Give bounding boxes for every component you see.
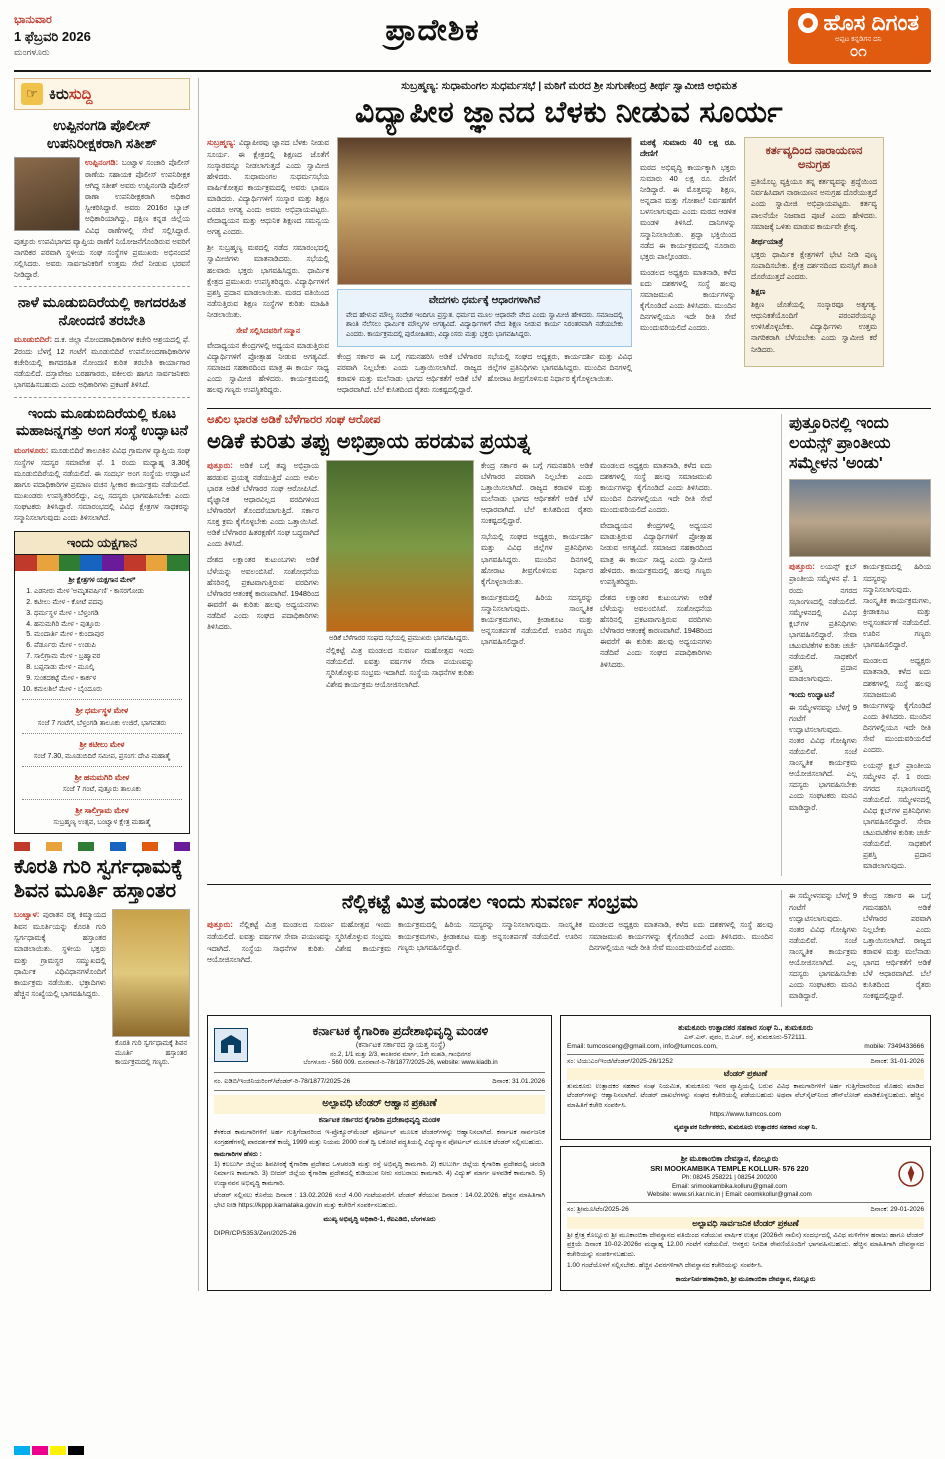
- tumcos-body: ತುಮಕೂರು ಉತ್ಪಾದಕರ ಸಹಕಾರ ಸಂಘ ನಿಯಮಿತ, ತುಮಕೂರು ಇವರ ವ್ಯಾಪ್ತಿಯಲ್ಲಿ ಬರುವ ವಿವಿಧ ಕಾಮಗಾರಿಗಳಿಗೆ ಅರ್ಹ ಗುತ್ತಿಗೆದಾರರಿಂದ ಮೊಹರು ಮಾಡಿದ ಟೆಂಡರ್‌ಗಳನ್ನು ಆಹ್ವಾನಿಸಲಾಗಿದೆ. ಟೆಂಡರ್ ದಾಖಲೆಗಳನ್ನು ಸಂಘದ ಕಚೇರಿಯಲ್ಲಿ ಪಡೆಯಬಹುದು ಅಥವಾ ವೆಬ್‌ಸೈಟ್‌ನಿಂದ ಡೌನ್‌ಲೋಡ್ ಮಾಡಿಕೊಳ್ಳಬಹುದು. ಹೆಚ್ಚಿನ ಮಾಹಿತಿಗೆ ಕಚೇರಿ ಸಂಪರ್ಕಿಸಿ.: [567, 1082, 924, 1109]
- list-item: 7. ಸಾಲಿಗ್ರಾಮ ಮೇಳ - ಬ್ರಹ್ಮಾವರ: [34, 652, 182, 663]
- nelli-story: ನೆಲ್ಲಿಕಟ್ಟೆ ಮಿತ್ರ ಮಂಡಲ ಇಂದು ಸುವರ್ಣ ಸಂಭ್ರಮ ಪುತ್ತೂರು: ನೆಲ್ಲಿಕಟ್ಟೆ ಮಿತ್ರ ಮಂಡಲದ ಸುವರ್ಣ ಮಹೋತ್ಸವ ಇಂದು ನಡೆಯಲಿದೆ. ಐವತ್ತು ವರ್ಷಗಳ ಸೇವಾ ಪಯಣವನ್ನು ಸ್ಮರಿಸಿಕೊಳ್ಳುವ ಸಂಭ್ರಮ ಇದಾಗಿದೆ. ಸಂಸ್ಥೆಯ ಸಾಧನೆಗಳ ಕುರಿತು ವಿಶೇಷ ಕಾರ್ಯಕ್ರಮ ಆಯೋಜಿಸಲಾಗಿದೆ. ಕಾರ್ಯಕ್ರಮದಲ್ಲಿ ಹಿರಿಯ ಸದಸ್ಯರನ್ನು ಸನ್ಮಾನಿಸಲಾಗುವುದು. ಸಾಂಸ್ಕೃತಿಕ ಕಾರ್ಯಕ್ರಮಗಳು, ಕ್ರೀಡಾಕೂಟ ಮತ್ತು ಅನ್ನಸಂತರ್ಪಣೆ ನಡೆಯಲಿದೆ. ಊರಿನ ಗಣ್ಯರು ಭಾಗವಹಿಸಲಿದ್ದಾರೆ. ಮಂಡಲದ ಅಧ್ಯಕ್ಷರು ಮಾತನಾಡಿ, ಕಳೆದ ಐದು ದಶಕಗಳಲ್ಲಿ ಸಂಸ್ಥೆ ಹಲವು ಸಮಾಜಮುಖಿ ಕಾರ್ಯಗಳನ್ನು ಕೈಗೊಂಡಿದೆ ಎಂದು ತಿಳಿಸಿದರು. ಮುಂದಿನ ದಿನಗಳಲ್ಲಿಯೂ ಇದೇ ರೀತಿ ಸೇವೆ ಮುಂದುವರಿಯಲಿದೆ ಎಂದರು.: [207, 892, 773, 964]
- divider: [14, 286, 190, 287]
- areca-col1b: ದೇಶದ ಲಕ್ಷಾಂತರ ಕುಟುಂಬಗಳು ಅಡಿಕೆ ಬೆಳೆಯನ್ನು ಅವಲಂಬಿಸಿವೆ. ಸಂಶೋಧನೆಯ ಹೆಸರಿನಲ್ಲಿ ಪ್ರಕಟವಾಗುತ್ತಿರುವ ವರದಿಗಳು ಬೆಳೆಗಾರರ ಆತಂಕಕ್ಕೆ ಕಾರಣವಾಗಿವೆ. 1948ರಿಂದ ಈವರೆಗೆ ಈ ಕುರಿತು ಹಲವು ಅಧ್ಯಯನಗಳು ನಡೆದಿವೆ ಎಂದು ಸಂಘದ ಪದಾಧಿಕಾರಿಗಳು ತಿಳಿಸಿದರು.: [207, 555, 319, 632]
- list-item: 3. ಧರ್ಮಸ್ಥಳ ಮೇಳ - ಬೆಳ್ತಂಗಡಿ: [34, 609, 182, 620]
- tumcos-date: ದಿನಾಂಕ: 31-01-2026: [870, 1057, 924, 1065]
- areca-photo-caption: ಅಡಿಕೆ ಬೆಳೆಗಾರರ ಸಂಘದ ಸಭೆಯಲ್ಲಿ ಪ್ರಮುಖರು ಭಾಗವಹಿಸಿದ್ದರು.: [329, 634, 470, 642]
- divider: [14, 397, 190, 398]
- yakshagana-section-name: ಶ್ರೀ ಸಾಲಿಗ್ರಾಮ ಮೇಳ: [75, 806, 129, 816]
- side-box-p2: ಭಕ್ತರು ಧಾರ್ಮಿಕ ಕ್ಷೇತ್ರಗಳಿಗೆ ಭೇಟಿ ನೀಡಿ ಪುಣ್ಯ ಸಂಪಾದಿಸಬೇಕು. ಕ್ಷೇತ್ರ ದರ್ಶನದಿಂದ ಮನಸ್ಸಿಗೆ ಶಾಂತಿ ದೊರೆಯುತ್ತದೆ ಎಂದರು.: [751, 249, 877, 282]
- brief-body-2: ಮೂಡುಬಿದಿರೆ: ದ.ಕ. ಜಿಲ್ಲಾ ನೋಂದಣಾಧಿಕಾರಿಗಳ ಕಚೇರಿ ಆಶ್ರಯದಲ್ಲಿ ಫೆ. 2ರಂದು ಬೆಳಗ್ಗೆ 12 ಗಂಟೆಗೆ ಮೂಡುಬಿದಿರೆ ಉಪನೋಂದಣಾಧಿಕಾರಿಗಳ ಕಚೇರಿಯಲ್ಲಿ ಕಾಗದರಹಿತ ನೋಂದಣಿ ಕುರಿತ ತರಬೇತಿ ಕಾರ್ಯಾಗಾರ ನಡೆಯಲಿದೆ. ದಸ್ತಾವೇಜು ಬರಹಗಾರರು, ವಕೀಲರು ಹಾಗೂ ಸಾರ್ವಜನಿಕರು ಭಾಗವಹಿಸಬಹುದು ಎಂದು ಅಧಿಕಾರಿಗಳು ಪ್ರಕಟಣೆ ತಿಳಿಸಿದೆ.: [14, 335, 190, 390]
- areca-kicker: ಅಖಿಲ ಭಾರತ ಅಡಿಕೆ ಬೆಳೆಗಾರರ ಸಂಘ ಆರೋಪ: [207, 414, 381, 427]
- lead-col4-text-2: ಮಂಡಲದ ಅಧ್ಯಕ್ಷರು ಮಾತನಾಡಿ, ಕಳೆದ ಐದು ದಶಕಗಳಲ್ಲಿ ಸಂಸ್ಥೆ ಹಲವು ಸಮಾಜಮುಖಿ ಕಾರ್ಯಗಳನ್ನು ಕೈಗೊಂಡಿದೆ ಎಂದು ತಿಳಿಸಿದರು. ಮುಂದಿನ ದಿನಗಳಲ್ಲಿಯೂ ಇದೇ ರೀತಿ ಸೇವೆ ಮುಂದುವರಿಯಲಿದೆ ಎಂದರು.: [640, 267, 736, 333]
- side-box-p1: ಪ್ರತಿಯೊಬ್ಬ ವ್ಯಕ್ತಿಯೂ ತನ್ನ ಕರ್ತವ್ಯವನ್ನು ಶ್ರದ್ಧೆಯಿಂದ ನಿರ್ವಹಿಸಿದಾಗ ನಾರಾಯಣನ ಅನುಗ್ರಹ ದೊರೆಯುತ್ತದೆ ಎಂದು ಸ್ವಾಮೀಜಿ ಅಭಿಪ್ರಾಯಪಟ್ಟರು. ಕರ್ತವ್ಯ ಪಾಲನೆಯೇ ನಿಜವಾದ ಪೂಜೆ ಎಂದು ಹೇಳಿದರು. ಸಮಾಜಕ್ಕೆ ಒಳಿತು ಮಾಡುವ ಕಾರ್ಯವೇ ಶ್ರೇಷ್ಠ.: [751, 177, 877, 231]
- kiadb-date: ದಿನಾಂಕ: 31.01.2026: [492, 1077, 545, 1085]
- areca-palm-photo: [326, 460, 474, 632]
- areca-photo-block: [326, 460, 474, 695]
- kiadb-title: ಕರ್ನಾಟಕ ಕೈಗಾರಿಕಾ ಪ್ರದೇಶಾಭಿವೃದ್ಧಿ ಮಂಡಳಿ: [312, 1023, 489, 1038]
- nelli-headline: ನೆಲ್ಲಿಕಟ್ಟೆ ಮಿತ್ರ ಮಂಡಲ ಇಂದು ಸುವರ್ಣ ಸಂಭ್ರಮ: [341, 892, 639, 914]
- areca-byline: ಪುತ್ತೂರು:: [207, 460, 233, 470]
- brief-body-3: ಮಂಗಳೂರು: ಮೂಡುಬಿದಿರೆ ತಾಲೂಕಿನ ವಿವಿಧ ಗ್ರಾಮಗಳ ವ್ಯಾಪ್ತಿಯ ಸಂಘ ಸಂಸ್ಥೆಗಳ ಸದಸ್ಯರ ಸಮಾವೇಶ ಫೆ. 1 ರಂದು ಮಧ್ಯಾಹ್ನ 3.30ಕ್ಕೆ ಮೂಡುಬಿದಿರೆಯಲ್ಲಿ ನಡೆಯಲಿದೆ. ಈ ಸಂದರ್ಭ ಅಂಗ ಸಂಸ್ಥೆಯ ಉದ್ಘಾಟನೆ ಹಾಗೂ ಪದಾಧಿಕಾರಿಗಳ ಪ್ರಮಾಣ ವಚನ ಸ್ವೀಕಾರ ಕಾರ್ಯಕ್ರಮ ನಡೆಯಲಿದೆ. ಮುಖಂಡರು ಉಪಸ್ಥಿತರಿರಲಿದ್ದು, ಎಲ್ಲ ಸದಸ್ಯರು ಭಾಗವಹಿಸಬೇಕು ಎಂದು ಸಂಘಟಕರು ತಿಳಿಸಿದ್ದಾರೆ. ಸಮಾರಂಭದಲ್ಲಿ ವಿವಿಧ ಕ್ಷೇತ್ರಗಳ ಸಾಧಕರನ್ನು ಸನ್ಮಾನಿಸಲಾಗುವುದು ಎಂದು ತಿಳಿಸಲಾಗಿದೆ.: [14, 445, 190, 523]
- kiadb-notice-title: ಅಲ್ಪಾವಧಿ ಟೆಂಡರ್ ಆಹ್ವಾನ ಪ್ರಕಟಣೆ: [214, 1095, 545, 1114]
- newspaper-logo: [788, 8, 931, 64]
- areca-col-4: ಮಂಡಲದ ಅಧ್ಯಕ್ಷರು ಮಾತನಾಡಿ, ಕಳೆದ ಐದು ದಶಕಗಳಲ್ಲಿ ಸಂಸ್ಥೆ ಹಲವು ಸಮಾಜಮುಖಿ ಕಾರ್ಯಗಳನ್ನು ಕೈಗೊಂಡಿದೆ ಎಂದು ತಿಳಿಸಿದರು. ಮುಂದಿನ ದಿನಗಳಲ್ಲಿಯೂ ಇದೇ ರೀತಿ ಸೇವೆ ಮುಂದುವರಿಯಲಿದೆ ಎಂದರು. ವೇದಾಧ್ಯಯನ ಕೇಂದ್ರಗಳಲ್ಲಿ ಅಧ್ಯಯನ ಮಾಡುತ್ತಿರುವ ವಿದ್ಯಾರ್ಥಿಗಳಿಗೆ ಪ್ರೋತ್ಸಾಹ ನೀಡುವ ಅಗತ್ಯವಿದೆ. ಸಮಾಜದ ಸಹಕಾರದಿಂದ ಮಾತ್ರ ಈ ಕಾರ್ಯ ಸಾಧ್ಯ ಎಂದು ಸ್ವಾಮೀಜಿ ಹೇಳಿದರು. ಕಾರ್ಯಕ್ರಮದಲ್ಲಿ ಹಲವು ಗಣ್ಯರು ಉಪಸ್ಥಿತರಿದ್ದರು. ದೇಶದ ಲಕ್ಷಾಂತರ ಕುಟುಂಬಗಳು ಅಡಿಕೆ ಬೆಳೆಯನ್ನು ಅವಲಂಬಿಸಿವೆ. ಸಂಶೋಧನೆಯ ಹೆಸರಿನಲ್ಲಿ ಪ್ರಕಟವಾಗುತ್ತಿರುವ ವರದಿಗಳು ಬೆಳೆಗಾರರ ಆತಂಕಕ್ಕೆ ಕಾರಣವಾಗಿವೆ. 1948ರಿಂದ ಈವರೆಗೆ ಈ ಕುರಿತು ಹಲವು ಅಧ್ಯಯನಗಳು ನಡೆದಿವೆ ಎಂದು ಸಂಘದ ಪದಾಧಿಕಾರಿಗಳು ತಿಳಿಸಿದರು.: [600, 460, 712, 669]
- brief-byline-1: ಉಪ್ಪಿನಂಗಡಿ:: [85, 158, 119, 167]
- bottom-story-headline: ಕೊರತಿ ಗುರಿ ಸ್ವರ್ಗಧಾಮಕ್ಕೆ ಶಿವನ ಮೂರ್ತಿ ಹಸ್ತಾಂತರ: [14, 856, 183, 903]
- temple-ref: ಸಂ: ಶ್ರೀಮೂ/ಟೆಂ/2025-26: [567, 1205, 629, 1213]
- yakshagana-title: ಇಂದು ಯಕ್ಷಗಾನ: [15, 532, 189, 555]
- yakshagana-section-detail: ಸಂಜೆ 7.30, ಮೂಡುಬಿದಿರೆ ಸಮೀಪ, ಪ್ರಸಂಗ: ದೇವಿ ಮಹಾತ್ಮೆ: [33, 753, 171, 761]
- brief-byline-3: ಮಂಗಳೂರು:: [14, 445, 49, 455]
- lead-col4-text: ಮಠದ ಅಭಿವೃದ್ಧಿ ಕಾರ್ಯಕ್ಕಾಗಿ ಭಕ್ತರು ಸುಮಾರು 40 ಲಕ್ಷ ರೂ. ದೇಣಿಗೆ ನೀಡಿದ್ದಾರೆ. ಈ ಮೊತ್ತವನ್ನು ಶಿಕ್ಷಣ, ಅನ್ನದಾನ ಮತ್ತು ಗೋಶಾಲೆ ನಿರ್ವಹಣೆಗೆ ಬಳಸಲಾಗುವುದು ಎಂದು ಮಠದ ಆಡಳಿತ ಮಂಡಳಿ ತಿಳಿಸಿದೆ. ದಾನಿಗಳನ್ನು ಸನ್ಮಾನಿಸಲಾಯಿತು. ಶ್ರದ್ಧಾ ಭಕ್ತಿಯಿಂದ ನಡೆದ ಈ ಕಾರ್ಯಕ್ರಮದಲ್ಲಿ ನೂರಾರು ಭಕ್ತರು ಪಾಲ್ಗೊಂಡರು.: [640, 162, 736, 261]
- temple-title-en: SRI MOOKAMBIKA TEMPLE KOLLUR- 576 220: [650, 1163, 809, 1173]
- lead-col1-text: ವಿದ್ಯಾಪೀಠವು ಜ್ಞಾನದ ಬೆಳಕು ನೀಡುವ ಸೂರ್ಯ. ಈ ಕ್ಷೇತ್ರದಲ್ಲಿ ಶಿಕ್ಷಣದ ಜೊತೆಗೆ ಸಂಸ್ಕಾರವನ್ನೂ ನೀಡಲಾಗುತ್ತದೆ ಎಂದು ಸ್ವಾಮೀಜಿ ಹೇಳಿದರು. ಸುಧಾಮಂಗಲ ಸುಧರ್ಮಸಭೆಯ ವಾರ್ಷಿಕೋತ್ಸವ ಕಾರ್ಯಕ್ರಮದಲ್ಲಿ ಅವರು ಭಾಷಣ ಮಾಡಿದರು. ವಿದ್ಯಾರ್ಥಿಗಳಿಗೆ ಸಂಸ್ಕಾರ ಮತ್ತು ಶಿಕ್ಷಣ ಎರಡೂ ಅಗತ್ಯ ಎಂದು ಅವರು ಅಭಿಪ್ರಾಯಪಟ್ಟರು. ವೇದಾಧ್ಯಯನ ಮತ್ತು ಆಧುನಿಕ ಶಿಕ್ಷಣದ ಸಮನ್ವಯ ಅಗತ್ಯ ಎಂದರು.: [207, 137, 329, 237]
- kirusuddi-title-a: ಕಿರು: [49, 85, 69, 103]
- yakshagana-list: [22, 587, 182, 695]
- lead-kicker: ಸುಬ್ರಹ್ಮಣ್ಯ: ಸುಧಾಮಂಗಲ ಸುಧರ್ಮಸಭೆ | ಮಠಿಗೆ ಮರದ ಶ್ರೀ ಸುಗುಣೇಂದ್ರ ತೀರ್ಥ ಸ್ವಾಮೀಜಿ ಅಭಿಮತ: [401, 80, 737, 92]
- main-column: [198, 78, 931, 1291]
- nelli-byline: ಪುತ್ತೂರು:: [207, 920, 233, 930]
- areca-col-extra: ನೆಲ್ಲಿಕಟ್ಟೆ ಮಿತ್ರ ಮಂಡಲದ ಸುವರ್ಣ ಮಹೋತ್ಸವ ಇಂದು ನಡೆಯಲಿದೆ. ಐವತ್ತು ವರ್ಷಗಳ ಸೇವಾ ಪಯಣವನ್ನು ಸ್ಮರಿಸಿಕೊಳ್ಳುವ ಸಂಭ್ರಮ ಇದಾಗಿದೆ. ಸಂಸ್ಥೆಯ ಸಾಧನೆಗಳ ಕುರಿತು ವಿಶೇಷ ಕಾರ್ಯಕ್ರಮ ಆಯೋಜಿಸಲಾಗಿದೆ.: [326, 646, 474, 689]
- kirusuddi-title-b: ಸುದ್ದಿ: [68, 85, 93, 103]
- list-item: 5. ಮಂದಾರ್ತಿ ಮೇಳ - ಕುಂದಾಪುರ: [34, 630, 182, 641]
- brief-headline-3: ಇಂದು ಮೂಡುಬಿದಿರೆಯಲ್ಲಿ ಕೂಟ ಮಹಾಜನ್ನಗತ್ತು ಅಂಗ ಸಂಸ್ಥೆ ಉದ್ಘಾಟನೆ: [16, 404, 188, 439]
- right-ad-stack: [560, 1015, 931, 1292]
- lead-photo-block: [337, 137, 632, 401]
- boxed-note-title: ವೇದಗಳು ಧರ್ಮಕ್ಕೆ ಆಧಾರಗಳಾಗಿವೆ: [428, 294, 541, 306]
- yakshagana-section-detail: ಸಂಜೆ 7 ಗಂಟೆಗೆ, ಬೆಳ್ತಂಗಡಿ ತಾಲೂಕು ಉಜಿರೆ, ಭಾಗವತರು: [37, 719, 167, 727]
- tumcos-address: ಎಸ್.ಎಸ್. ಪುರಂ, ಬಿ.ಎಚ್. ರಸ್ತೆ, ತುಮಕೂರು-572111.: [684, 1033, 807, 1041]
- areca-col-3: ಕೇಂದ್ರ ಸರ್ಕಾರ ಈ ಬಗ್ಗೆ ಗಮನಹರಿಸಿ ಅಡಿಕೆ ಬೆಳೆಗಾರರ ಪರವಾಗಿ ನಿಲ್ಲಬೇಕು ಎಂದು ಒತ್ತಾಯಿಸಲಾಗಿದೆ. ರಾಜ್ಯದ ಕರಾವಳಿ ಮತ್ತು ಮಲೆನಾಡು ಭಾಗದ ಆರ್ಥಿಕತೆಗೆ ಅಡಿಕೆ ಬೆಳೆ ಆಧಾರವಾಗಿದೆ. ಬೆಲೆ ಕುಸಿತದಿಂದ ರೈತರು ಸಂಕಷ್ಟದಲ್ಲಿದ್ದಾರೆ. ಸಭೆಯಲ್ಲಿ ಸಂಘದ ಅಧ್ಯಕ್ಷರು, ಕಾರ್ಯದರ್ಶಿ ಮತ್ತು ವಿವಿಧ ಜಿಲ್ಲೆಗಳ ಪ್ರತಿನಿಧಿಗಳು ಭಾಗವಹಿಸಿದ್ದರು. ಮುಂದಿನ ದಿನಗಳಲ್ಲಿ ಹೋರಾಟ ತೀವ್ರಗೊಳಿಸುವ ನಿರ್ಧಾರ ಕೈಗೊಳ್ಳಲಾಯಿತು. ಕಾರ್ಯಕ್ರಮದಲ್ಲಿ ಹಿರಿಯ ಸದಸ್ಯರನ್ನು ಸನ್ಮಾನಿಸಲಾಗುವುದು. ಸಾಂಸ್ಕೃತಿಕ ಕಾರ್ಯಕ್ರಮಗಳು, ಕ್ರೀಡಾಕೂಟ ಮತ್ತು ಅನ್ನಸಂತರ್ಪಣೆ ನಡೆಯಲಿದೆ. ಊರಿನ ಗಣ್ಯರು ಭಾಗವಹಿಸಲಿದ್ದಾರೆ.: [481, 460, 593, 647]
- cmyk-marks-left: [14, 1446, 84, 1455]
- list-item: 8. ಬಪ್ಪನಾಡು ಮೇಳ - ಮೂಲ್ಕಿ: [34, 663, 182, 674]
- side-box-p3: ಶಿಕ್ಷಣ ಜೊತೆಯಲ್ಲಿ ಸಂಸ್ಕಾರವೂ ಅತ್ಯಗತ್ಯ. ಆಧುನಿಕತೆಯೊಂದಿಗೆ ಪರಂಪರೆಯನ್ನೂ ಉಳಿಸಿಕೊಳ್ಳಬೇಕು. ವಿದ್ಯಾರ್ಥಿಗಳು ಉತ್ತಮ ನಾಗರಿಕರಾಗಿ ಬೆಳೆಯಬೇಕು ಎಂದು ಸ್ವಾಮೀಜಿ ಕರೆ ನೀಡಿದರು.: [751, 300, 877, 354]
- section-title: ಪ್ರಾದೇಶಿಕ: [385, 14, 480, 47]
- idol-photo: [112, 909, 190, 1037]
- sun-icon: [798, 13, 818, 33]
- temple-body: ಶ್ರೀ ಕ್ಷೇತ್ರ ಕೊಲ್ಲೂರು ಶ್ರೀ ಮೂಕಾಂಬಿಕಾ ದೇವಸ್ಥಾನದ ವತಿಯಿಂದ ನಡೆಯುವ ವಾರ್ಷಿಕ ಉತ್ಸವ (2026ನೇ ಸಾಲಿನ) ಸಂದರ್ಭದಲ್ಲಿ ವಿವಿಧ ಮಳಿಗೆಗಳ ಹರಾಜು ಹಾಗೂ ಟೆಂಡರ್ ಪ್ರಕ್ರಿಯೆ ದಿನಾಂಕ 10-02-2026ರ ಮಧ್ಯಾಹ್ನ 12.00 ಗಂಟೆಗೆ ನಡೆಯಲಿದೆ. ಆಸಕ್ತರು ನಿಗದಿತ ಠೇವಣಿಯೊಂದಿಗೆ ಭಾಗವಹಿಸಬಹುದು. ಹೆಚ್ಚಿನ ಮಾಹಿತಿಗಾಗಿ ದೇವಸ್ಥಾನದ ಕಚೇರಿಯನ್ನು ಸಂಪರ್ಕಿಸಬಹುದು.: [567, 1231, 924, 1258]
- kirusuddi-header: [14, 78, 190, 110]
- brief-headline-2: ನಾಳೆ ಮೂಡುಬಿದಿರೆಯಲ್ಲಿ ಕಾಗದರಹಿತ ನೋಂದಣಿ ತರಬೇತಿ: [17, 294, 187, 328]
- kiadb-ref: ನಂ. ಐಡಿಬಿ/ಇಂಜಿನಿಯರಿಂಗ್/ಟೆಂಡರ್-ರಿ-78/1877/2025-26: [214, 1077, 351, 1085]
- temple-date: ದಿನಾಂಕ: 29-01-2026: [870, 1205, 924, 1213]
- yakshagana-body: [15, 571, 189, 833]
- advertisements: [207, 1015, 931, 1292]
- second-section: [207, 408, 931, 876]
- kiadb-notice-sub: ಕರ್ನಾಟಕ ಸರ್ಕಾರದ ಕೈಗಾರಿಕಾ ಪ್ರದೇಶಾಭಿವೃದ್ಧಿ ಮಂಡಳಿ: [318, 1116, 441, 1124]
- stage-photo: [337, 137, 632, 285]
- section-title-block: [184, 8, 681, 48]
- temple-ad: [560, 1146, 931, 1292]
- page-columns: [14, 78, 931, 1291]
- kiadb-ad: [207, 1015, 552, 1292]
- lions-headline: ಪುತ್ತೂರಿನಲ್ಲಿ ಇಂದು ಲಯನ್ಸ್ ಪ್ರಾಂತೀಯ ಸಮ್ಮೇಳನ 'ಅಂಡು': [789, 415, 891, 473]
- lions-byline: ಪುತ್ತೂರು:: [789, 562, 815, 572]
- list-item: 9. ಸುಂಕದಕಟ್ಟೆ ಮೇಳ - ಕಾರ್ಕಳ: [34, 674, 182, 685]
- portrait-photo: [14, 157, 80, 231]
- yakshagana-section-detail: ಸುಬ್ರಹ್ಮಣ್ಯ ಉತ್ಸವ, ಬಂಟ್ವಾಳ ಕ್ಷೇತ್ರ ಮಹಾತ್ಮೆ: [53, 819, 151, 827]
- lead-byline: ಸುಬ್ರಹ್ಮಣ್ಯ:: [207, 137, 236, 147]
- kiadb-signature: ಮುಖ್ಯ ಅಭಿವೃದ್ಧಿ ಅಧಿಕಾರಿ-1, ಕೆಐಎಡಿಬಿ, ಬೆಂಗಳೂರು: [323, 1216, 436, 1224]
- lead-extra-2: ಸಭೆಯಲ್ಲಿ ಸಂಘದ ಅಧ್ಯಕ್ಷರು, ಕಾರ್ಯದರ್ಶಿ ಮತ್ತು ವಿವಿಧ ಜಿಲ್ಲೆಗಳ ಪ್ರತಿನಿಧಿಗಳು ಭಾಗವಹಿಸಿದ್ದರು. ಮುಂದಿನ ದಿನಗಳಲ್ಲಿ ಹೋರಾಟ ತೀವ್ರಗೊಳಿಸುವ ನಿರ್ಧಾರ ಕೈಗೊಳ್ಳಲಾಯಿತು.: [487, 352, 632, 384]
- lead-boxed-note: [337, 289, 632, 348]
- list-item: 10. ಕಮಲಶಿಲೆ ಮೇಳ - ಬೈಂದೂರು: [34, 685, 182, 696]
- masthead: [14, 8, 931, 72]
- tumcos-ad: [560, 1015, 931, 1140]
- brief-body-1: ಉಪ್ಪಿನಂಗಡಿ: ಬಂಟ್ವಾಳ ಸಂಚಾರಿ ಪೊಲೀಸ್ ಠಾಣೆಯ ಸಹಾಯಕ ಪೊಲೀಸ್ ಉಪನಿರೀಕ್ಷಕ ಆಗಿದ್ದ ಸತೀಶ್ ಅವರು ಉಪ್ಪಿನಂಗಡಿ ಪೊಲೀಸ್ ಠಾಣಾ ಉಪನಿರೀಕ್ಷಕರಾಗಿ ಅಧಿಕಾರ ಸ್ವೀಕರಿಸಿದ್ದಾರೆ. ಅವರು 2016ರ ಬ್ಯಾಚ್ ಅಧಿಕಾರಿಯಾಗಿದ್ದು, ದಕ್ಷಿಣ ಕನ್ನಡ ಜಿಲ್ಲೆಯ ವಿವಿಧ ಠಾಣೆಗಳಲ್ಲಿ ಸೇವೆ ಸಲ್ಲಿಸಿದ್ದಾರೆ. ಪುತ್ತೂರು ಉಪವಿಭಾಗದ ವ್ಯಾಪ್ತಿಯ ಠಾಣೆಗೆ ನಿಯೋಜನೆಗೊಂಡಿರುವ ಅವರಿಗೆ ನಾಗರಿಕರ ಪರವಾಗಿ ಸ್ಥಳೀಯ ಸಂಘ ಸಂಸ್ಥೆಗಳ ಪ್ರಮುಖರು ಅಭಿನಂದನೆ ಸಲ್ಲಿಸಿದರು. ಅವರು ಸಾರ್ವಜನಿಕರಿಗೆ ಉತ್ತಮ ಸೇವೆ ನೀಡುವ ಭರವಸೆ ನೀಡಿದ್ದಾರೆ.: [14, 158, 190, 279]
- temple-emblem-icon: [898, 1161, 924, 1191]
- publication-day: ಭಾನುವಾರ: [14, 14, 52, 26]
- lead-extra-1: ಕೇಂದ್ರ ಸರ್ಕಾರ ಈ ಬಗ್ಗೆ ಗಮನಹರಿಸಿ ಅಡಿಕೆ ಬೆಳೆಗಾರರ ಪರವಾಗಿ ನಿಲ್ಲಬೇಕು ಎಂದು ಒತ್ತಾಯಿಸಲಾಗಿದೆ. ರಾಜ್ಯದ ಕರಾವಳಿ ಮತ್ತು ಮಲೆನಾಡು ಭಾಗದ ಆರ್ಥಿಕತೆಗೆ ಅಡಿಕೆ ಬೆಳೆ ಆಧಾರವಾಗಿದೆ. ಬೆಲೆ ಕುಸಿತದಿಂದ ರೈತರು ಸಂಕಷ್ಟದಲ್ಲಿದ್ದಾರೆ.: [337, 352, 482, 395]
- temple-title-kn: ಶ್ರೀ ಮೂಕಾಂಬಿಕಾ ದೇವಸ್ಥಾನ, ಕೊಲ್ಲೂರು: [680, 1153, 779, 1163]
- list-item: 4. ಹನುಮಗಿರಿ ಮೇಳ - ಪುತ್ತೂರು: [34, 620, 182, 631]
- temple-signature: ಕಾರ್ಯನಿರ್ವಹಣಾಧಿಕಾರಿ, ಶ್ರೀ ಮೂಕಾಂಬಿಕಾ ದೇವಸ್ಥಾನ, ಕೊಲ್ಲೂರು: [675, 1275, 816, 1283]
- boxed-note-text: ವೇದ ಹೇಳುವ ಮೌಲ್ಯ ಸಂದೇಶ ಇಂದಿಗೂ ಪ್ರಸ್ತುತ. ಧರ್ಮದ ಮೂಲ ಆಧಾರವೇ ವೇದ ಎಂದು ಸ್ವಾಮೀಜಿ ಹೇಳಿದರು. ಸಮಾಜದಲ್ಲಿ ಶಾಂತಿ ನೆಲೆಸಲು ಧಾರ್ಮಿಕ ಮೌಲ್ಯಗಳ ಅಗತ್ಯವಿದೆ. ವಿದ್ಯಾರ್ಥಿಗಳಿಗೆ ವೇದ ಶಿಕ್ಷಣ ನೀಡುವ ಕಾರ್ಯ ನಿರಂತರವಾಗಿ ನಡೆಯಬೇಕು ಎಂದರು. ಕಾರ್ಯಕ್ರಮದಲ್ಲಿ ಪುರೋಹಿತರು, ವಿದ್ವಾಂಸರು ಮತ್ತು ಭಕ್ತರು ಭಾಗವಹಿಸಿದ್ದರು.: [346, 311, 623, 338]
- areca-story: [207, 414, 773, 876]
- lions-sub: ಇಂದು ಉದ್ಘಾಟನೆ: [789, 689, 835, 699]
- brief-headline-1: ಉಪ್ಪಿನಂಗಡಿ ಪೊಲೀಸ್ ಉಪನಿರೀಕ್ಷಕರಾಗಿ ಸತೀಶ್: [46, 117, 158, 151]
- edition-city: ಮಂಗಳೂರು: [14, 47, 50, 57]
- lead-col-4: [640, 137, 736, 401]
- lions-group-photo: [789, 479, 931, 557]
- lions-story: ಪುತ್ತೂರಿನಲ್ಲಿ ಇಂದು ಲಯನ್ಸ್ ಪ್ರಾಂತೀಯ ಸಮ್ಮೇಳನ 'ಅಂಡು' ಪುತ್ತೂರು: ಲಯನ್ಸ್ ಕ್ಲಬ್ ಪ್ರಾಂತೀಯ ಸಮ್ಮೇಳನ ಫೆ. 1 ರಂದು ನಗರದ ಸಭಾಂಗಣದಲ್ಲಿ ನಡೆಯಲಿದೆ. ಸಮ್ಮೇಳನದಲ್ಲಿ ವಿವಿಧ ಕ್ಲಬ್‌ಗಳ ಪ್ರತಿನಿಧಿಗಳು ಭಾಗವಹಿಸಲಿದ್ದಾರೆ. ಸೇವಾ ಚಟುವಟಿಕೆಗಳ ಕುರಿತು ಚರ್ಚೆ ನಡೆಯಲಿದೆ. ಸಾಧಕರಿಗೆ ಪ್ರಶಸ್ತಿ ಪ್ರದಾನ ಮಾಡಲಾಗುವುದು. ಇಂದು ಉದ್ಘಾಟನೆ ಈ ಸಮ್ಮೇಳನವನ್ನು ಬೆಳಗ್ಗೆ 9 ಗಂಟೆಗೆ ಉದ್ಘಾಟಿಸಲಾಗುವುದು. ನಂತರ ವಿವಿಧ ಗೋಷ್ಠಿಗಳು ನಡೆಯಲಿವೆ. ಸಂಜೆ ಸಾಂಸ್ಕೃತಿಕ ಕಾರ್ಯಕ್ರಮ ಆಯೋಜಿಸಲಾಗಿದೆ. ಎಲ್ಲ ಸದಸ್ಯರು ಭಾಗವಹಿಸಬೇಕು ಎಂದು ಸಂಘಟಕರು ಮನವಿ ಮಾಡಿದ್ದಾರೆ. ಕಾರ್ಯಕ್ರಮದಲ್ಲಿ ಹಿರಿಯ ಸದಸ್ಯರನ್ನು ಸನ್ಮಾನಿಸಲಾಗುವುದು. ಸಾಂಸ್ಕೃತಿಕ ಕಾರ್ಯಕ್ರಮಗಳು, ಕ್ರೀಡಾಕೂಟ ಮತ್ತು ಅನ್ನಸಂತರ್ಪಣೆ ನಡೆಯಲಿದೆ. ಊರಿನ ಗಣ್ಯರು ಭಾಗವಹಿಸಲಿದ್ದಾರೆ. ಮಂಡಲದ ಅಧ್ಯಕ್ಷರು ಮಾತನಾಡಿ, ಕಳೆದ ಐದು ದಶಕಗಳಲ್ಲಿ ಸಂಸ್ಥೆ ಹಲವು ಸಮಾಜಮುಖಿ ಕಾರ್ಯಗಳನ್ನು ಕೈಗೊಂಡಿದೆ ಎಂದು ತಿಳಿಸಿದರು. ಮುಂದಿನ ದಿನಗಳಲ್ಲಿಯೂ ಇದೇ ರೀತಿ ಸೇವೆ ಮುಂದುವರಿಯಲಿದೆ ಎಂದರು. ಲಯನ್ಸ್ ಕ್ಲಬ್ ಪ್ರಾಂತೀಯ ಸಮ್ಮೇಳನ ಫೆ. 1 ರಂದು ನಗರದ ಸಭಾಂಗಣದಲ್ಲಿ ನಡೆಯಲಿದೆ. ಸಮ್ಮೇಳನದಲ್ಲಿ ವಿವಿಧ ಕ್ಲಬ್‌ಗಳ ಪ್ರತಿನಿಧಿಗಳು ಭಾಗವಹಿಸಲಿದ್ದಾರೆ. ಸೇವಾ ಚಟುವಟಿಕೆಗಳ ಕುರಿತು ಚರ್ಚೆ ನಡೆಯಲಿದೆ. ಸಾಧಕರಿಗೆ ಪ್ರಶಸ್ತಿ ಪ್ರದಾನ ಮಾಡಲಾಗುವುದು.: [781, 414, 931, 876]
- kiadb-subtitle: (ಕರ್ನಾಟಕ ಸರ್ಕಾರದ ಸ್ವಾಯತ್ತ ಸಂಸ್ಥೆ): [355, 1039, 446, 1049]
- yakshagana-section-name: ಶ್ರೀ ಹನುಮಗಿರಿ ಮೇಳ: [74, 772, 130, 782]
- lead-sidebar: [744, 137, 884, 401]
- areca-headline: ಅಡಿಕೆ ಕುರಿತು ತಪ್ಪು ಅಭಿಪ್ರಾಯ ಹರಡುವ ಪ್ರಯತ್ನ: [207, 430, 531, 454]
- bottom-story-body: [14, 909, 190, 1070]
- temple-notice-title: ಅಲ್ಪಾವಧಿ ಸಾರ್ವಜನಿಕ ಟೆಂಡರ್ ಪ್ರಕಟಣೆ: [567, 1217, 924, 1229]
- edition-number: ೦೧: [849, 43, 867, 60]
- temple-phone: Ph: 08245 258221 | 08254 200200: [681, 1173, 778, 1181]
- kiadb-address: ನಂ.2, 1/1 ಮತ್ತು 2/3, ಕಾಂತೀರವ ಮಾರ್ಗ, 1ನೇ ಮಹಡಿ, ಗಾಂಧಿನಗರ: [330, 1050, 471, 1058]
- color-registration-bar: [14, 842, 190, 851]
- decorative-strip: [15, 555, 189, 571]
- tumcos-email[interactable]: Email: tumcosceng@gmail.com, info@tumcos.com,: [567, 1043, 718, 1051]
- bottom-story-byline: ಬಂಟ್ವಾಳ:: [14, 910, 40, 920]
- lead-col-1: [207, 137, 329, 401]
- lead-subnote: ಸೇವೆ ಸಲ್ಲಿಸಿದವರಿಗೆ ಸನ್ಮಾನ: [235, 326, 301, 336]
- tumcos-signature: ವ್ಯವಸ್ಥಾಪಕ ನಿರ್ದೇಶಕರು, ತುಮಕೂರು ಉತ್ಪಾದಕರ ಸಹಕಾರ ಸಂಘ ನಿ.: [673, 1123, 818, 1131]
- list-item: 2. ಕಟೀಲು ಮೇಳ - ಕೋಟೆ ಪದವು: [34, 598, 182, 609]
- lead-headline: ವಿದ್ಯಾಪೀಠ ಜ್ಞಾನದ ಬೆಳಕು ನೀಡುವ ಸೂರ್ಯ: [354, 96, 783, 129]
- side-box-sub1: ತೀರ್ಥಯಾತ್ರೆ: [751, 236, 784, 246]
- lead-col2b-text: ವೇದಾಧ್ಯಯನ ಕೇಂದ್ರಗಳಲ್ಲಿ ಅಧ್ಯಯನ ಮಾಡುತ್ತಿರುವ ವಿದ್ಯಾರ್ಥಿಗಳಿಗೆ ಪ್ರೋತ್ಸಾಹ ನೀಡುವ ಅಗತ್ಯವಿದೆ. ಸಮಾಜದ ಸಹಕಾರದಿಂದ ಮಾತ್ರ ಈ ಕಾರ್ಯ ಸಾಧ್ಯ ಎಂದು ಸ್ವಾಮೀಜಿ ಹೇಳಿದರು. ಕಾರ್ಯಕ್ರಮದಲ್ಲಿ ಹಲವು ಗಣ್ಯರು ಉಪಸ್ಥಿತರಿದ್ದರು.: [207, 340, 329, 394]
- yakshagana-section-detail: ಸಂಜೆ 7 ಗಂಟೆ, ಪುತ್ತೂರು ತಾಲೂಕು: [62, 786, 142, 794]
- lions-continued: ಈ ಸಮ್ಮೇಳನವನ್ನು ಬೆಳಗ್ಗೆ 9 ಗಂಟೆಗೆ ಉದ್ಘಾಟಿಸಲಾಗುವುದು. ನಂತರ ವಿವಿಧ ಗೋಷ್ಠಿಗಳು ನಡೆಯಲಿವೆ. ಸಂಜೆ ಸಾಂಸ್ಕೃತಿಕ ಕಾರ್ಯಕ್ರಮ ಆಯೋಜಿಸಲಾಗಿದೆ. ಎಲ್ಲ ಸದಸ್ಯರು ಭಾಗವಹಿಸಬೇಕು ಎಂದು ಸಂಘಟಕರು ಮನವಿ ಮಾಡಿದ್ದಾರೆ. ಕೇಂದ್ರ ಸರ್ಕಾರ ಈ ಬಗ್ಗೆ ಗಮನಹರಿಸಿ ಅಡಿಕೆ ಬೆಳೆಗಾರರ ಪರವಾಗಿ ನಿಲ್ಲಬೇಕು ಎಂದು ಒತ್ತಾಯಿಸಲಾಗಿದೆ. ರಾಜ್ಯದ ಕರಾವಳಿ ಮತ್ತು ಮಲೆನಾಡು ಭಾಗದ ಆರ್ಥಿಕತೆಗೆ ಅಡಿಕೆ ಬೆಳೆ ಆಧಾರವಾಗಿದೆ. ಬೆಲೆ ಕುಸಿತದಿಂದ ರೈತರು ಸಂಕಷ್ಟದಲ್ಲಿದ್ದಾರೆ.: [781, 890, 931, 1006]
- kiadb-items-head: ಕಾಮಗಾರಿಗಳ ಹೆಸರು :: [214, 1151, 262, 1159]
- temple-website[interactable]: Website: www.sri.kar.nic.in | Email: ceomkkollur@gmail.com: [647, 1191, 812, 1199]
- tumcos-mobile: mobile: 7349433666: [864, 1043, 924, 1051]
- yakshagana-section-name: ಶ್ರೀ ಕಟೀಲು ಮೇಳ: [79, 739, 125, 749]
- lead-story-grid: [207, 137, 931, 401]
- side-box-sub2: ಶಿಕ್ಷಣ: [751, 287, 766, 297]
- kiadb-address-2: ಬೆಂಗಳೂರು - 560 009. ದೂರವಾಣಿ-ರಿ-78/1877/2025-26, website: www.kiadb.in: [303, 1059, 498, 1067]
- tumcos-ref: ಸಂ: ಟಿಯುಎಂ/ಇಂಜಿ/ಟೆಂಡರ್/2025-26/1252: [567, 1057, 673, 1065]
- megaphone-icon: ☞: [21, 83, 43, 105]
- kiadb-deadline: ಟೆಂಡರ್ ಸಲ್ಲಿಸಲು ಕೊನೆಯ ದಿನಾಂಕ : 13.02.2026 ಸಂಜೆ 4.00 ಗಂಟೆಯವರೆಗೆ. ಟೆಂಡರ್ ತೆರೆಯುವ ದಿನಾಂಕ : 14.02.2026. ಹೆಚ್ಚಿನ ಮಾಹಿತಿಗಾಗಿ ಭೇಟಿ ನೀಡಿ https://kppp.karnataka.gov.in ಮತ್ತು ಕಚೇರಿಗೆ ಸಂಪರ್ಕಿಸಬಹುದು.: [214, 1192, 545, 1209]
- left-column: [14, 78, 190, 1291]
- kiadb-dipr: DIPR/CP/5353/Zen/2025-26: [214, 1229, 297, 1237]
- tumcos-title: ತುಮಕೂರು ಉತ್ಪಾದಕರ ಸಹಕಾರ ಸಂಘ ನಿ., ತುಮಕೂರು: [678, 1022, 813, 1032]
- lead-col2-text: ಶ್ರೀ ಸುಬ್ರಹ್ಮಣ್ಯ ಮಠದಲ್ಲಿ ನಡೆದ ಸಮಾರಂಭದಲ್ಲಿ ಸ್ವಾಮೀಜಿಗಳು ಮಾತನಾಡಿದರು. ಸಭೆಯಲ್ಲಿ ಹಲವಾರು ಭಕ್ತರು ಭಾಗವಹಿಸಿದ್ದರು. ಧಾರ್ಮಿಕ ಕ್ಷೇತ್ರದ ಪ್ರಮುಖರು ಉಪಸ್ಥಿತರಿದ್ದರು. ವಿದ್ಯಾರ್ಥಿಗಳಿಗೆ ಪ್ರಶಸ್ತಿ ಪ್ರದಾನ ಮಾಡಲಾಯಿತು. ಮಠದ ವತಿಯಿಂದ ನಡೆಸುತ್ತಿರುವ ಶಿಕ್ಷಣ ಸಂಸ್ಥೆಗಳ ಕುರಿತು ಮಾಹಿತಿ ನೀಡಲಾಯಿತು.: [207, 243, 329, 320]
- tumcos-notice-title: ಟೆಂಡರ್ ಪ್ರಕಟಣೆ: [567, 1068, 924, 1080]
- yakshagana-box: [14, 531, 190, 834]
- kiadb-items: 1) ಕಲಬುರ್ಗಿ ಜಿಲ್ಲೆಯ ಶಿವಪೀಠಕ್ಕೆ ಕೈಗಾರಿಕಾ ಪ್ರದೇಶದ ಒಳಚರಂಡಿ ಮತ್ತು ರಸ್ತೆ ಅಭಿವೃದ್ಧಿ ಕಾಮಗಾರಿ. 2) ಕಲಬುರ್ಗಿ ಜಿಲ್ಲೆಯ ಕೈಗಾರಿಕಾ ಪ್ರದೇಶದಲ್ಲಿ ಚರಂಡಿ ನಿರ್ಮಾಣ ಕಾಮಗಾರಿ. 3) ಬೀದರ್ ಜಿಲ್ಲೆಯ ಕೈಗಾರಿಕಾ ಪ್ರದೇಶದಲ್ಲಿ ಕುಡಿಯುವ ನೀರು ಸರಬರಾಜು ಕಾಮಗಾರಿ. 4) ವಿದ್ಯುತ್ ಮಾರ್ಗ ಅಳವಡಿಕೆ ಕಾಮಗಾರಿ. 5) ಉದ್ಯಾನವನ ಅಭಿವೃದ್ಧಿ ಕಾಮಗಾರಿ.: [214, 1160, 545, 1187]
- list-item: 6. ಪೆರ್ಡೂರು ಮೇಳ - ಉಡುಪಿ: [34, 641, 182, 652]
- lead-col4-head: ಮಠಕ್ಕೆ ಸುಮಾರು 40 ಲಕ್ಷ ರೂ. ದೇಣಿಗೆ: [640, 137, 736, 159]
- newspaper-tagline: ಅಪ್ಪಟ ಕನ್ನಡಿಗನ ದನಿ: [834, 36, 882, 43]
- brief-byline-2: ಮೂಡುಬಿದಿರೆ:: [14, 335, 53, 345]
- list-item: 1. ಎಡನೀರು ಮೇಳ 'ಅಮೃತವರ್ಷಿಣಿ' - ಕಾಸರಗೋಡು: [34, 587, 182, 598]
- temple-email[interactable]: Email: srimookambika.kolluru@gmail.com: [672, 1182, 787, 1190]
- idol-photo-caption: ಕೊರತಿ ಗುರಿ ಸ್ವರ್ಗಧಾಮಕ್ಕೆ ಶಿವನ ಮೂರ್ತಿ ಹಸ್ತಾಂತರ ಕಾರ್ಯಕ್ರಮದಲ್ಲಿ ಗಣ್ಯರು.: [115, 1040, 187, 1067]
- bottom-story-text: ಪುರಾತನ ರತ್ನ ಕಿಮ್ಮಾಯದ ಶಿವನ ಮೂರ್ತಿಯನ್ನು ಕೊರತಿ ಗುರಿ ಸ್ವರ್ಗಧಾಮಕ್ಕೆ ಹಸ್ತಾಂತರ ಮಾಡಲಾಯಿತು. ಸ್ಥಳೀಯ ಭಕ್ತರು ಮತ್ತು ಗ್ರಾಮಸ್ಥರ ಸಮ್ಮುಖದಲ್ಲಿ ಧಾರ್ಮಿಕ ವಿಧಿವಿಧಾನಗಳೊಂದಿಗೆ ಕಾರ್ಯಕ್ರಮ ನಡೆಯಿತು. ಭಕ್ತಾದಿಗಳು ಹೆಚ್ಚಿನ ಸಂಖ್ಯೆಯಲ್ಲಿ ಭಾಗವಹಿಸಿದ್ದರು.: [14, 910, 106, 998]
- yakshagana-section-name: ಶ್ರೀ ಧರ್ಮಸ್ಥಳ ಮೇಳ: [75, 706, 129, 716]
- side-box: [744, 137, 884, 367]
- publication-date: 1 ಫೆಬ್ರವರಿ 2026: [14, 29, 91, 44]
- side-box-title: ಕರ್ತವ್ಯದಿಂದ ನಾರಾಯಣನ ಅನುಗ್ರಹ: [765, 144, 863, 171]
- masthead-date-block: [14, 8, 184, 58]
- kirusuddi-title: [49, 86, 93, 103]
- kiadb-logo-icon: [214, 1028, 248, 1062]
- kiadb-body: ಕೆಳಕಂಡ ಕಾಮಗಾರಿಗಳಿಗೆ ಅರ್ಹ ಗುತ್ತಿಗೆದಾರರಿಂದ ಇ-ಪ್ರೊಕ್ಯೂರ್‌ಮೆಂಟ್ ಪೋರ್ಟಲ್ ಮೂಲಕ ಟೆಂಡರ್‌ಗಳನ್ನು ಆಹ್ವಾನಿಸಲಾಗಿದೆ. ಕರ್ನಾಟಕ ಸಾರ್ವಜನಿಕ ಸಂಗ್ರಹಣೆಗಳಲ್ಲಿ ಪಾರದರ್ಶಕತೆ ಕಾಯ್ದೆ 1999 ಮತ್ತು ನಿಯಮ 2000 ರಂತೆ ದ್ವಿ ಲಕೋಟೆ ಪದ್ಧತಿಯಲ್ಲಿ ವಿದ್ಯುನ್ಮಾನ ಪೋರ್ಟಲ್ ಮೂಲಕ ಟೆಂಡರ್ ಸಲ್ಲಿಸಬಹುದು.: [214, 1129, 545, 1146]
- tumcos-website[interactable]: https://www.tumcos.com: [709, 1111, 782, 1119]
- third-section: [207, 884, 931, 1006]
- yakshagana-note: ಶ್ರೀ ಕ್ಷೇತ್ರಗಳ ಯಕ್ಷಗಾನ ಮೇಳ*: [68, 577, 136, 585]
- newspaper-name: ಹೊಸ ದಿಗಂತ: [823, 10, 919, 35]
- masthead-logo-block: [681, 8, 931, 64]
- areca-col-1: ಪುತ್ತೂರು: ಅಡಿಕೆ ಬಗ್ಗೆ ತಪ್ಪು ಅಭಿಪ್ರಾಯ ಹರಡುವ ಪ್ರಯತ್ನ ನಡೆಯುತ್ತಿದೆ ಎಂದು ಅಖಿಲ ಭಾರತ ಅಡಿಕೆ ಬೆಳೆಗಾರರ ಸಂಘ ಆರೋಪಿಸಿದೆ. ವೈಜ್ಞಾನಿಕ ಆಧಾರವಿಲ್ಲದ ವರದಿಗಳಿಂದ ಬೆಳೆಗಾರರಿಗೆ ತೊಂದರೆಯಾಗುತ್ತಿದೆ. ಸರ್ಕಾರ ಸೂಕ್ತ ಕ್ರಮ ಕೈಗೊಳ್ಳಬೇಕು ಎಂದು ಒತ್ತಾಯಿಸಿದೆ. ಅಡಿಕೆ ಬೆಳೆಗಾರರ ಹಿತರಕ್ಷಣೆಗೆ ಸಂಘ ಬದ್ಧವಾಗಿದೆ ಎಂದು ತಿಳಿಸಿದೆ. ದೇಶದ ಲಕ್ಷಾಂತರ ಕುಟುಂಬಗಳು ಅಡಿಕೆ ಬೆಳೆಯನ್ನು ಅವಲಂಬಿಸಿವೆ. ಸಂಶೋಧನೆಯ ಹೆಸರಿನಲ್ಲಿ ಪ್ರಕಟವಾಗುತ್ತಿರುವ ವರದಿಗಳು ಬೆಳೆಗಾರರ ಆತಂಕಕ್ಕೆ ಕಾರಣವಾಗಿವೆ. 1948ರಿಂದ ಈವರೆಗೆ ಈ ಕುರಿತು ಹಲವು ಅಧ್ಯಯನಗಳು ನಡೆದಿವೆ ಎಂದು ಸಂಘದ ಪದಾಧಿಕಾರಿಗಳು ತಿಳಿಸಿದರು.: [207, 460, 319, 632]
- temple-amount: 1.00 ಗಂಟೆಯೊಳಗೆ ಸಲ್ಲಿಸಬೇಕು. ಹೆಚ್ಚಿನ ವಿವರಗಳಿಗಾಗಿ ದೇವಸ್ಥಾನದ ಕಚೇರಿಯನ್ನು ಸಂಪರ್ಕಿಸಿ.: [567, 1262, 763, 1270]
